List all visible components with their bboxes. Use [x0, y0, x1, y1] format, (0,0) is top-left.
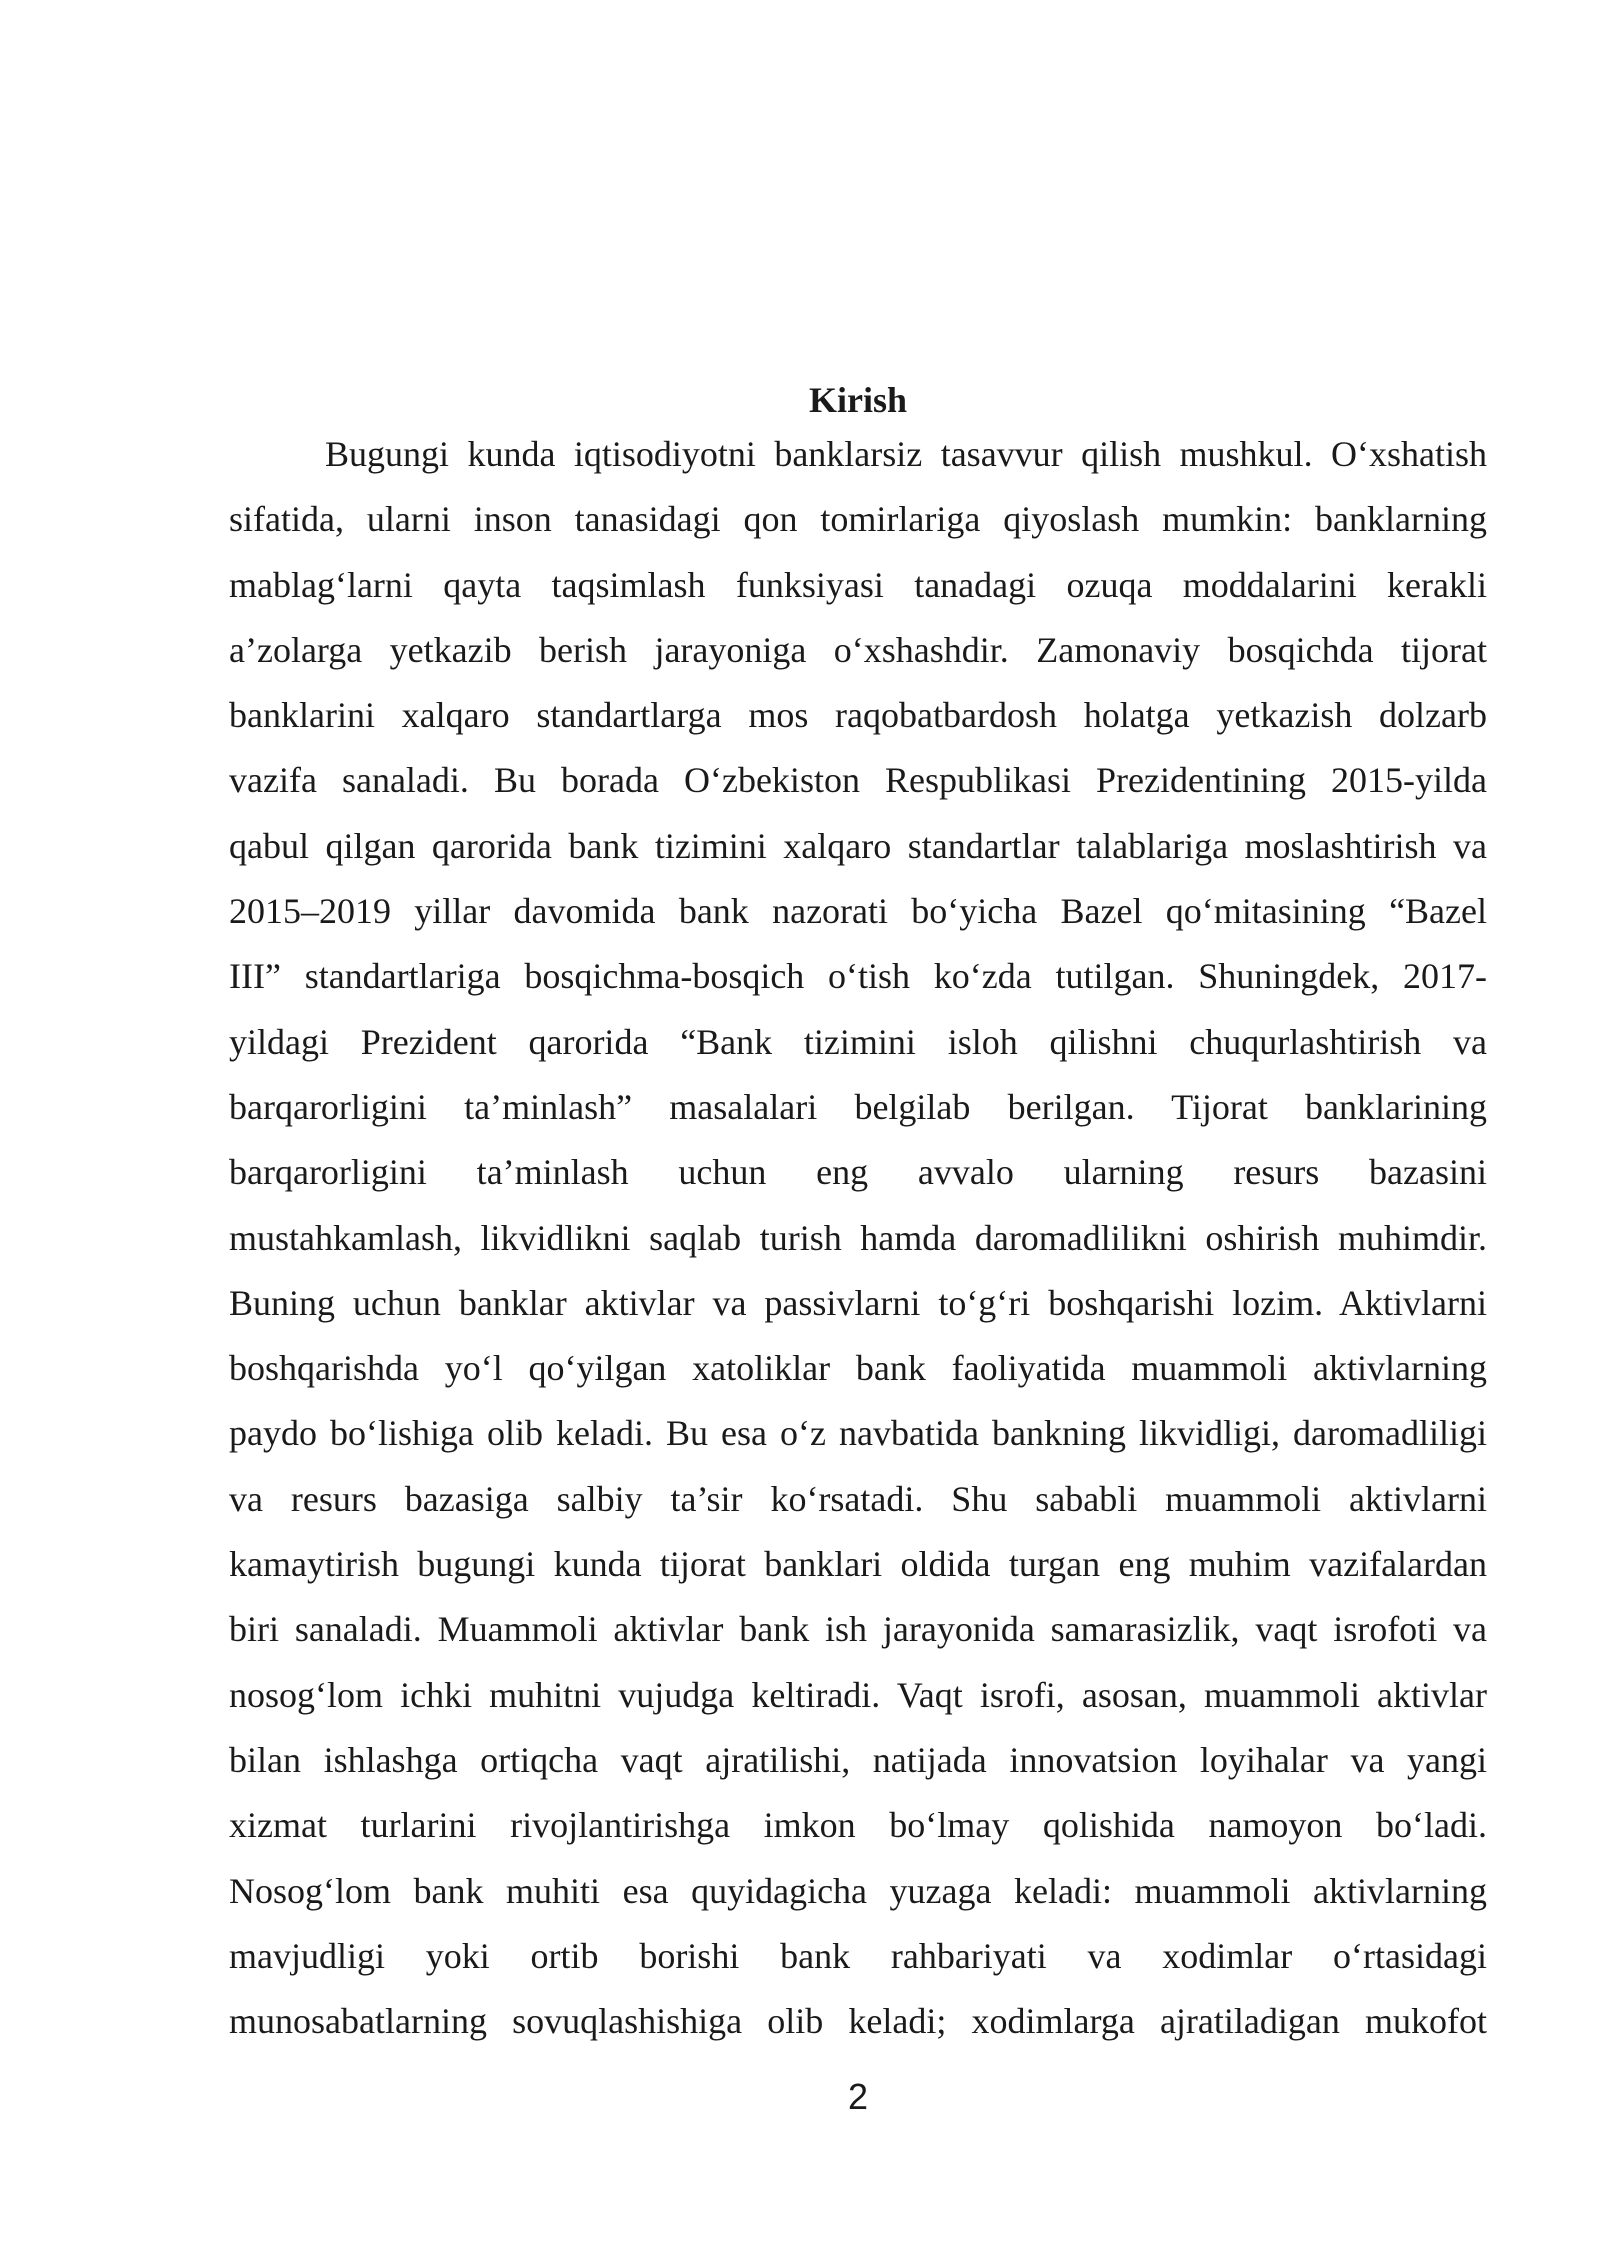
paragraph-line: mustahkamlash, likvidlikni saqlab turish hamda daromadlilikni oshirish muhimdir.	[229, 1217, 1487, 1258]
body-paragraph	[229, 422, 1487, 2054]
section-heading: Kirish	[808, 380, 907, 420]
paragraph-line: munosabatlarning sovuqlashishiga olib keladi; xodimlarga ajratiladigan mukofot	[229, 2001, 1487, 2042]
paragraph-line: Buning uchun banklar aktivlar va passivlarni to‘g‘ri boshqarishi lozim. Aktivlarni	[229, 1282, 1487, 1323]
paragraph-line: 2015–2019 yillar davomida bank nazorati bo‘yicha Bazel qo‘mitasining “Bazel	[229, 891, 1487, 932]
paragraph-line: barqarorligini ta’minlash uchun eng avvalo ularning resurs bazasini	[229, 1152, 1487, 1193]
paragraph-line: mablag‘larni qayta taqsimlash funksiyasi tanadagi ozuqa moddalarini kerakli	[229, 564, 1487, 605]
paragraph-line: qabul qilgan qarorida bank tizimini xalqaro standartlar talablariga moslashtirish va	[229, 825, 1487, 866]
paragraph-line: biri sanaladi. Muammoli aktivlar bank ish jarayonida samarasizlik, vaqt isrofoti va	[229, 1609, 1487, 1650]
paragraph-line: boshqarishda yo‘l qo‘yilgan xatoliklar bank faoliyatida muammoli aktivlarning	[229, 1348, 1487, 1389]
paragraph-line: yildagi Prezident qarorida “Bank tizimini isloh qilishni chuqurlashtirish va	[229, 1021, 1487, 1062]
paragraph-line: nosog‘lom ichki muhitni vujudga keltiradi. Vaqt isrofi, asosan, muammoli aktivlar	[229, 1674, 1487, 1715]
paragraph-line: mavjudligi yoki ortib borishi bank rahbariyati va xodimlar o‘rtasidagi	[229, 1935, 1487, 1976]
paragraph-line: vazifa sanaladi. Bu borada O‘zbekiston Respublikasi Prezidentining 2015-yilda	[229, 760, 1487, 801]
paragraph-line: barqarorligini ta’minlash” masalalari belgilab berilgan. Tijorat banklarining	[229, 1086, 1487, 1127]
paragraph-line: kamaytirish bugungi kunda tijorat banklari oldida turgan eng muhim vazifalardan	[229, 1544, 1487, 1585]
paragraph-line: bilan ishlashga ortiqcha vaqt ajratilishi, natijada innovatsion loyihalar va yangi	[229, 1739, 1487, 1780]
paragraph-line: banklarini xalqaro standartlarga mos raqobatbardosh holatga yetkazish dolzarb	[229, 695, 1487, 736]
paragraph-line: va resurs bazasiga salbiy ta’sir ko‘rsatadi. Shu sababli muammoli aktivlarni	[229, 1478, 1487, 1519]
page-number: 2	[847, 2076, 869, 2117]
paragraph-line: Bugungi kunda iqtisodiyotni banklarsiz tasavvur qilish mushkul. O‘xshatish	[325, 434, 1487, 474]
paragraph-line: sifatida, ularni inson tanasidagi qon tomirlariga qiyoslash mumkin: banklarning	[229, 499, 1487, 540]
paragraph-line: III” standartlariga bosqichma-bosqich o‘tish ko‘zda tutilgan. Shuningdek, 2017-	[229, 956, 1487, 997]
paragraph-line: Nosog‘lom bank muhiti esa quyidagicha yuzaga keladi: muammoli aktivlarning	[229, 1870, 1487, 1911]
paragraph-line: xizmat turlarini rivojlantirishga imkon bo‘lmay qolishida namoyon bo‘ladi.	[229, 1805, 1487, 1846]
paragraph-line: paydo bo‘lishiga olib keladi. Bu esa o‘z navbatida bankning likvidligi, daromadliligi	[229, 1413, 1487, 1454]
paragraph-line: a’zolarga yetkazib berish jarayoniga o‘xshashdir. Zamonaviy bosqichda tijorat	[229, 629, 1487, 670]
